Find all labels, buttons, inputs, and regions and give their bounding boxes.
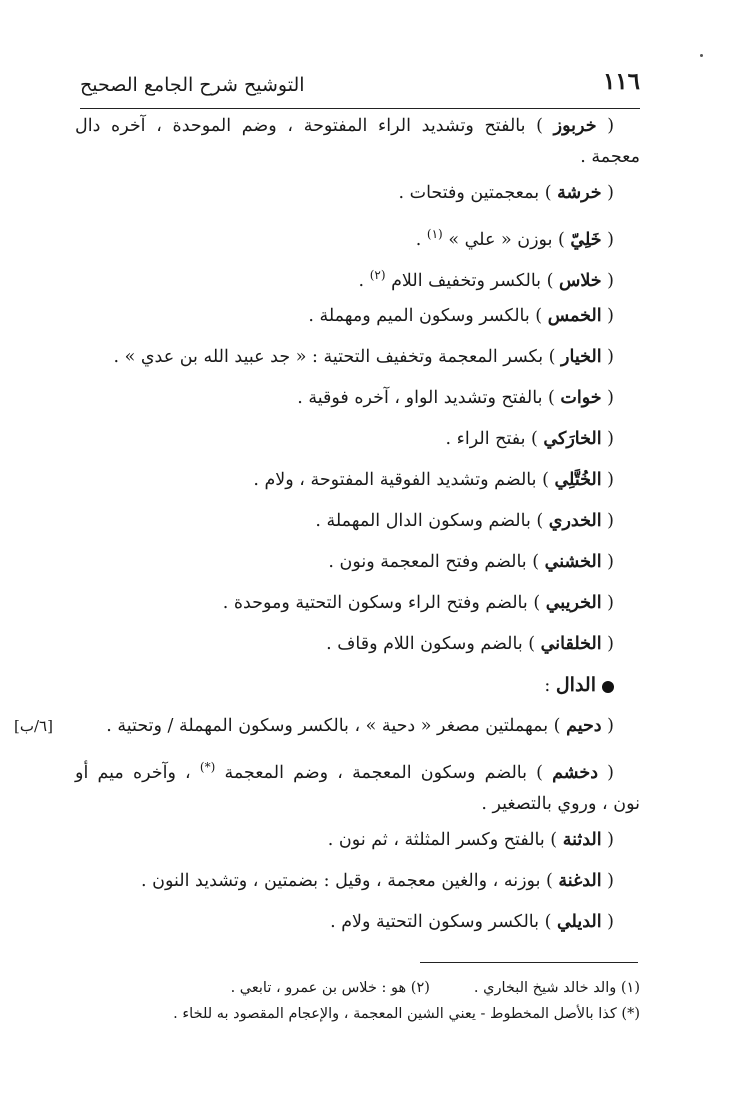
entry-line: ( الخلقاني ) بالضم وسكون اللام وقاف . bbox=[326, 634, 614, 654]
entry-text: بكسر المعجمة وتخفيف التحتية : « جد عبيد الله بن عدي » . bbox=[113, 347, 544, 367]
entry-term: خوات bbox=[560, 388, 602, 408]
entry-term: دحيم bbox=[566, 716, 602, 736]
entry-term: خربوز bbox=[553, 116, 597, 136]
entry-text: بالكسر وسكون الميم ومهملة . bbox=[308, 306, 530, 326]
entry-line: ( خلاس ) بالكسر وتخفيف اللام $^{(٢)}$ . bbox=[358, 268, 614, 291]
footnote-ref: (٢) bbox=[369, 268, 386, 282]
entry-term: دخشم bbox=[552, 762, 599, 783]
entry-term: الخُتَّلِي bbox=[554, 470, 602, 490]
entry-line: ( الخشني ) بالضم وفتح المعجمة ونون . bbox=[328, 552, 614, 572]
entry-line: ( الخدري ) بالضم وسكون الدال المهملة . bbox=[315, 511, 614, 531]
footnote-line bbox=[80, 975, 640, 1001]
entry-text: بالفتح وكسر المثلثة ، ثم نون . bbox=[327, 830, 545, 850]
footnote-1: (١) والد خالد شيخ البخاري . bbox=[473, 980, 640, 996]
footnote-2: (٢) هو : خلاس بن عمرو ، تابعي . bbox=[230, 980, 430, 996]
stray-mark bbox=[700, 54, 703, 57]
entry-text: بوزنه ، والغين معجمة ، وقيل : بضمتين ، وتشديد النون . bbox=[141, 871, 541, 891]
entry-line: ( خرشة ) بمعجمتين وفتحات . bbox=[398, 183, 614, 203]
entry-line: ( الخيار ) بكسر المعجمة وتخفيف التحتية : « جد عبيد الله بن عدي » . bbox=[113, 347, 614, 367]
entry-term: الخيار bbox=[561, 347, 602, 367]
folio-margin-note: [٦/ب] bbox=[14, 717, 53, 735]
entry-term: الدغنة bbox=[558, 871, 602, 891]
entry-text: بالضم وسكون اللام وقاف . bbox=[326, 634, 523, 654]
entry-line: ( الديلي ) بالكسر وسكون التحتية ولام . bbox=[330, 912, 614, 932]
entry-line: ( دخشم ) بالضم وسكون المعجمة ، وضم المعجمة (*) ، وآخره ميم أو bbox=[75, 760, 615, 783]
entry-text: بالضم وسكون المعجمة ، وضم المعجمة bbox=[224, 762, 527, 783]
footnote-line bbox=[80, 1001, 640, 1027]
footnote-separator bbox=[420, 962, 638, 963]
entry-text: بالكسر وتخفيف اللام bbox=[391, 270, 542, 291]
entry-continuation bbox=[75, 141, 640, 173]
footnote-ref: (*) bbox=[199, 760, 216, 774]
entry-text: بالفتح وتشديد الراء المفتوحة ، وضم الموحدة ، آخره دال bbox=[75, 116, 526, 136]
entry-text: بمهملتين مصغر « دحية » ، بالكسر وسكون المهملة / وتحتية . bbox=[106, 716, 549, 736]
document-body bbox=[14, 112, 640, 943]
entry-term: الخلقاني bbox=[540, 634, 602, 654]
entry-text: معجمة . bbox=[580, 147, 640, 167]
entry-term: خلاس bbox=[558, 270, 602, 291]
entry-line: ( خَلِيّ ) بوزن « علي » $^{(١)}$ . bbox=[415, 227, 614, 250]
page-number: ١١٦ bbox=[602, 68, 640, 95]
entry-term: الدثنة bbox=[562, 830, 602, 850]
entry-term: الخمس bbox=[547, 306, 602, 326]
section-heading-line bbox=[75, 665, 640, 706]
section-heading: الدال bbox=[555, 674, 596, 696]
entry-line: ( الخُتَّلِي ) بالضم وتشديد الفوقية المفتوحة ، ولام . bbox=[253, 470, 614, 490]
footnote-star: (*) كذا بالأصل المخطوط - يعني الشين المعجمة ، والإعجام المقصود به للخاء . bbox=[173, 1006, 640, 1022]
footnotes bbox=[80, 975, 640, 1027]
entry-line: ( الخمس ) بالكسر وسكون الميم ومهملة . bbox=[308, 306, 614, 326]
entry-line: ( الخارَكي ) بفتح الراء . bbox=[445, 429, 614, 449]
footnote-ref: (١) bbox=[426, 227, 443, 241]
entry-text: بفتح الراء . bbox=[445, 429, 526, 449]
entry-tail: . bbox=[358, 270, 365, 291]
entry-term: خرشة bbox=[557, 183, 602, 203]
entry-text: بالفتح وتشديد الواو ، آخره فوقية . bbox=[297, 388, 543, 408]
entry-term: الخريبي bbox=[545, 593, 602, 613]
entry-tail: ، وآخره ميم أو bbox=[75, 762, 191, 783]
section-colon: : bbox=[544, 676, 551, 696]
entry-line: ( الخريبي ) بالضم وفتح الراء وسكون التحتية وموحدة . bbox=[222, 593, 614, 613]
entry-text: بالكسر وسكون التحتية ولام . bbox=[330, 912, 540, 932]
entry-term: خَلِيّ bbox=[570, 229, 602, 250]
entry-text: نون ، وروي بالتصغير . bbox=[481, 794, 640, 814]
entry-line: ( الدغنة ) بوزنه ، والغين معجمة ، وقيل : بضمتين ، وتشديد النون . bbox=[141, 871, 614, 891]
entry-continuation bbox=[75, 788, 640, 820]
entry-text: بالضم وسكون الدال المهملة . bbox=[315, 511, 531, 531]
entry-term: الخدري bbox=[548, 511, 602, 531]
entry-text: بمعجمتين وفتحات . bbox=[398, 183, 540, 203]
entry-line: ( الدثنة ) بالفتح وكسر المثلثة ، ثم نون . bbox=[327, 830, 614, 850]
entry-text: بالضم وتشديد الفوقية المفتوحة ، ولام . bbox=[253, 470, 537, 490]
entry-term: الديلي bbox=[556, 912, 602, 932]
entry-text: بالضم وفتح الراء وسكون التحتية وموحدة . bbox=[222, 593, 528, 613]
entry-line: [٦/ب] ( دحيم ) بمهملتين مصغر « دحية » ، بالكسر وسكون المهملة / وتحتية . bbox=[75, 706, 640, 747]
entry-term: الخارَكي bbox=[543, 429, 602, 449]
entry-line: ( خوات ) بالفتح وتشديد الواو ، آخره فوقية . bbox=[297, 388, 614, 408]
running-title: التوشيح شرح الجامع الصحيح bbox=[80, 74, 305, 96]
bullet-icon bbox=[602, 681, 614, 693]
entry-text: بالضم وفتح المعجمة ونون . bbox=[328, 552, 527, 572]
entry-tail: . bbox=[415, 229, 422, 250]
page-header bbox=[80, 66, 640, 109]
entry-text: بوزن « علي » bbox=[448, 229, 553, 250]
entry-term: الخشني bbox=[544, 552, 602, 572]
entry-line: ( خربوز ) بالفتح وتشديد الراء المفتوحة ، وضم الموحدة ، آخره دال bbox=[75, 116, 615, 136]
